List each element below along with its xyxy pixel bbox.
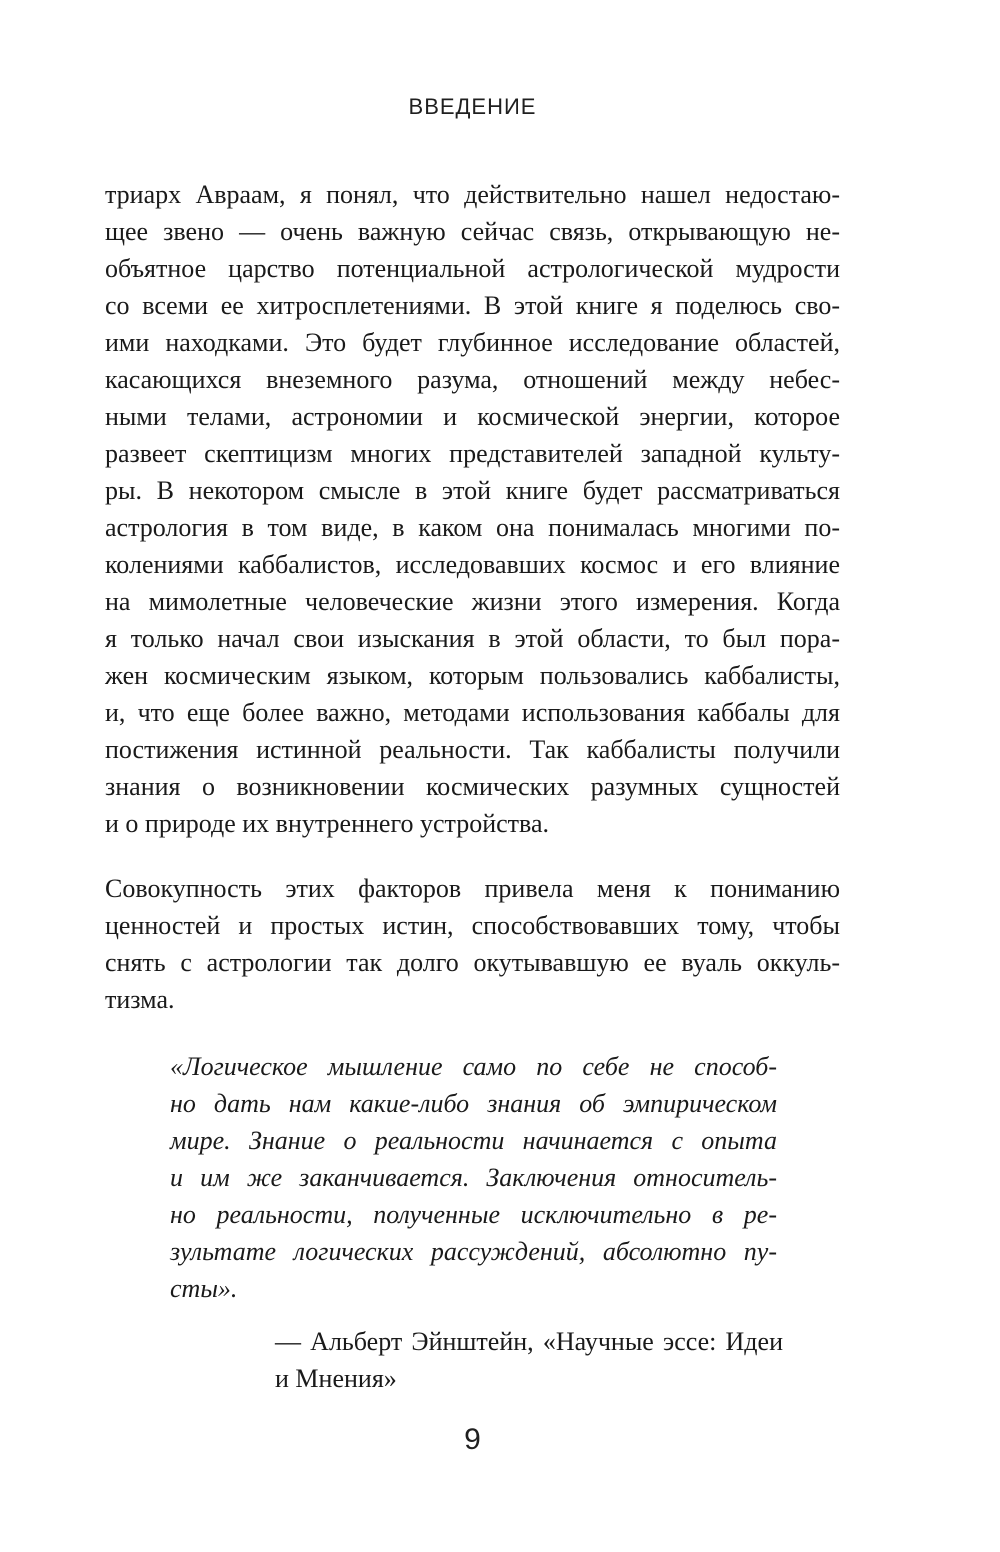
text-line: и, что еще более важно, методами использования каббалы для: [105, 698, 840, 727]
text-line: на мимолетные человеческие жизни этого измерения. Когда: [105, 587, 840, 616]
text-line: ными телами, астрономии и космической энергии, которое: [105, 402, 840, 431]
text-line: ценностей и простых истин, способствовавших тому, чтобы: [105, 911, 840, 940]
text-line: жен космическим языком, которым пользовались каббалисты,: [105, 661, 840, 690]
text-line: колениями каббалистов, исследовавших космос и его влияние: [105, 550, 840, 579]
text-line: и им же заканчивается. Заключения относитель-: [170, 1163, 777, 1192]
text-line: ры. В некотором смысле в этой книге будет рассматриваться: [105, 476, 840, 505]
text-line: объятное царство потенциальной астрологической мудрости: [105, 254, 840, 283]
body-paragraph-2: [105, 870, 840, 1018]
text-line: сты».: [170, 1274, 238, 1303]
text-line: мире. Знание о реальности начинается с опыта: [170, 1126, 777, 1155]
text-line: развеет скептицизм многих представителей западной культу-: [105, 439, 840, 468]
text-line: — Альберт Эйнштейн, «Научные эссе: Идеи: [275, 1327, 783, 1356]
text-line: «Логическое мышление само по себе не способ-: [170, 1052, 777, 1081]
block-quote: [170, 1048, 777, 1307]
text-line: и о природе их внутреннего устройства.: [105, 809, 549, 838]
text-line: и Мнения»: [275, 1364, 397, 1393]
text-line: тизма.: [105, 985, 175, 1014]
text-line: знания о возникновении космических разумных сущностей: [105, 772, 840, 801]
text-line: снять с астрологии так долго окутывавшую ее вуаль оккуль-: [105, 948, 840, 977]
quote-attribution: [275, 1323, 783, 1397]
text-line: астрология в том виде, в каком она понималась многими по-: [105, 513, 840, 542]
text-line: но реальности, полученные исключительно в ре-: [170, 1200, 777, 1229]
page-number: 9: [464, 1423, 481, 1456]
text-line: Совокупность этих факторов привела меня к пониманию: [105, 874, 840, 903]
text-line: но дать нам какие-либо знания об эмпирическом: [170, 1089, 777, 1118]
chapter-heading: ВВЕДЕНИЕ: [408, 94, 537, 119]
text-line: ими находками. Это будет глубинное исследование областей,: [105, 328, 840, 357]
text-line: со всеми ее хитросплетениями. В этой книге я поделюсь сво-: [105, 291, 840, 320]
text-line: зультате логических рассуждений, абсолютно пу-: [170, 1237, 777, 1266]
body-paragraph-1: [105, 176, 840, 842]
text-line: я только начал свои изыскания в этой области, то был пора-: [105, 624, 840, 653]
text-line: щее звено — очень важную сейчас связь, открывающую не-: [105, 217, 840, 246]
text-line: постижения истинной реальности. Так каббалисты получили: [105, 735, 840, 764]
text-line: касающихся внеземного разума, отношений между небес-: [105, 365, 840, 394]
text-line: триарх Авраам, я понял, что действительно нашел недостаю-: [105, 180, 840, 209]
